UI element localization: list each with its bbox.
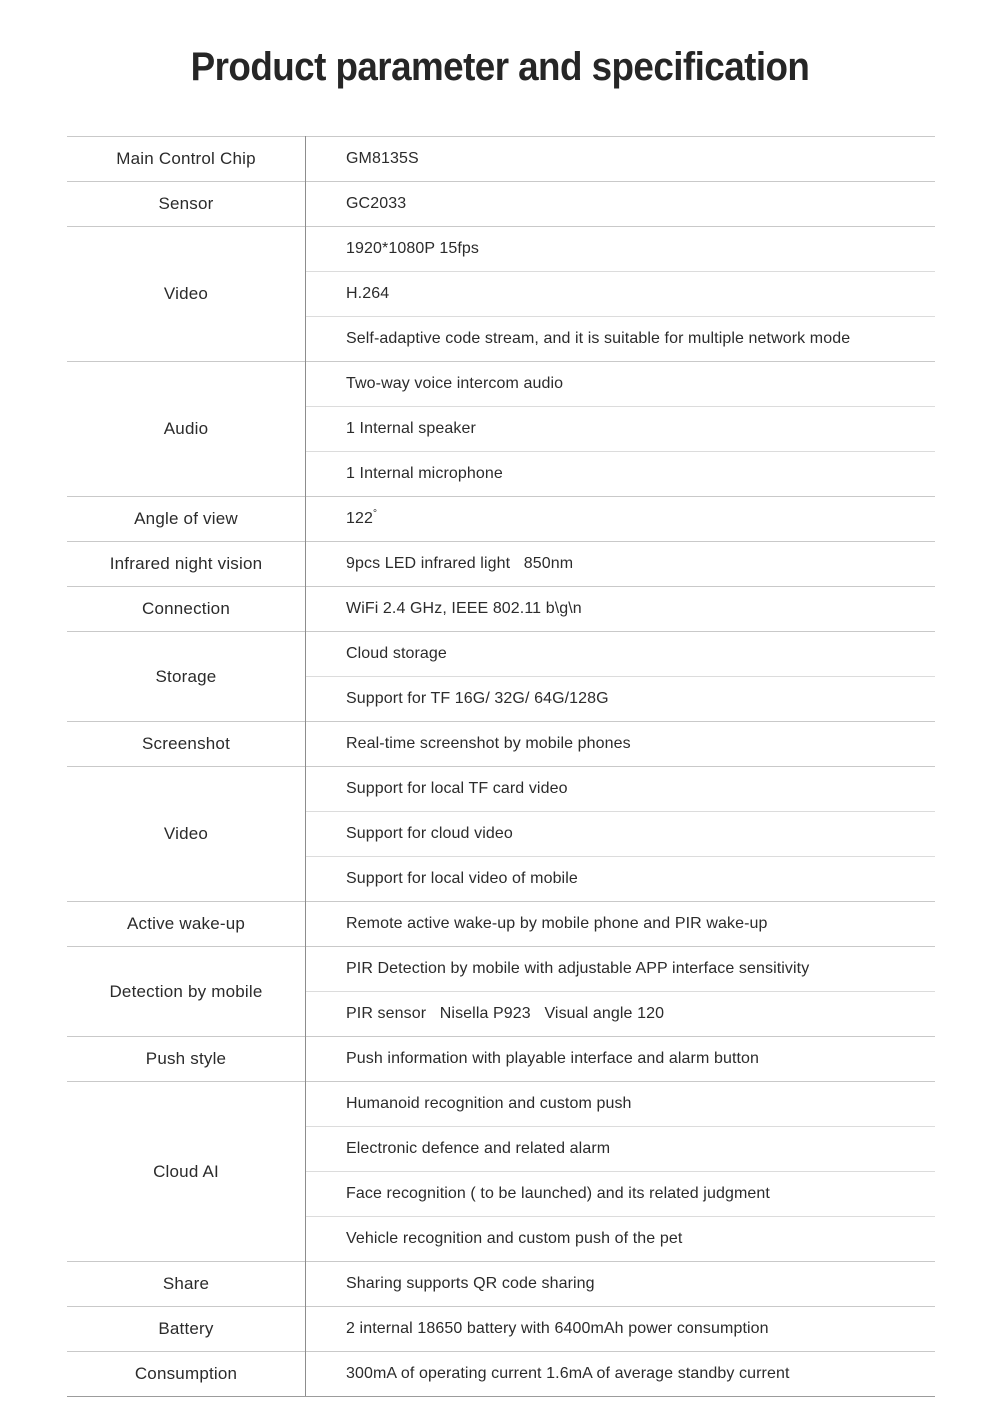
spec-label: Sensor [67, 182, 306, 227]
spec-value-list [306, 497, 935, 541]
spec-value-row [306, 272, 935, 317]
spec-value-row [306, 137, 935, 181]
table-row [67, 542, 935, 587]
spec-value: Support for local TF card video [346, 780, 568, 797]
spec-value: Support for cloud video [306, 812, 935, 857]
table-row [67, 1262, 935, 1307]
spec-value: 2 internal 18650 battery with 6400mAh power consumption [346, 1320, 769, 1337]
spec-value-row [306, 452, 935, 497]
spec-value-list [306, 902, 935, 946]
spec-label: Share [67, 1262, 306, 1307]
table-row [67, 497, 935, 542]
spec-label: Active wake-up [67, 902, 306, 947]
spec-value-row [306, 767, 935, 812]
spec-value: Vehicle recognition and custom push of the pet [306, 1217, 935, 1262]
spec-value: Remote active wake-up by mobile phone and PIR wake-up [346, 915, 768, 932]
spec-value: 1 Internal speaker [306, 407, 935, 452]
spec-value-row [306, 587, 935, 631]
spec-label: Angle of view [67, 497, 306, 542]
spec-value: Humanoid recognition and custom push [346, 1095, 632, 1112]
spec-value-group [306, 362, 936, 497]
table-row [67, 947, 935, 1037]
spec-value-group [306, 1082, 936, 1262]
spec-value-group [306, 1307, 936, 1352]
spec-value-row [306, 1127, 935, 1172]
spec-value-list [306, 722, 935, 766]
table-row [67, 902, 935, 947]
spec-label: Video [67, 767, 306, 902]
spec-value: Sharing supports QR code sharing [346, 1275, 595, 1292]
spec-value-row [306, 722, 935, 766]
spec-value: Self-adaptive code stream, and it is suitable for multiple network mode [306, 317, 935, 362]
spec-value-row [306, 992, 935, 1037]
table-row [67, 362, 935, 497]
spec-label: Connection [67, 587, 306, 632]
spec-value-row [306, 902, 935, 946]
spec-value-row [306, 1352, 935, 1396]
spec-value: Real-time screenshot by mobile phones [346, 735, 631, 752]
table-row [67, 227, 935, 362]
degree-symbol: ° [373, 508, 378, 520]
table-row [67, 587, 935, 632]
table-row [67, 722, 935, 767]
spec-value: PIR Detection by mobile with adjustable APP interface sensitivity [346, 960, 810, 977]
spec-value-group [306, 947, 936, 1037]
table-row [67, 182, 935, 227]
spec-value: Support for local video of mobile [306, 857, 935, 902]
spec-label: Consumption [67, 1352, 306, 1397]
page-title: Product parameter and specification [190, 45, 810, 89]
spec-label: Audio [67, 362, 306, 497]
spec-value-row [306, 497, 935, 541]
spec-value-row [306, 1172, 935, 1217]
spec-value: 1920*1080P 15fps [346, 240, 479, 257]
spec-value: 122° [346, 508, 378, 527]
spec-value-row [306, 632, 935, 677]
spec-value-list [306, 542, 935, 586]
spec-label: Infrared night vision [67, 542, 306, 587]
spec-value-list [306, 767, 935, 901]
spec-value-group [306, 1037, 936, 1082]
spec-label: Battery [67, 1307, 306, 1352]
spec-value: Electronic defence and related alarm [306, 1127, 935, 1172]
specification-table [67, 136, 935, 1397]
spec-value-group [306, 587, 936, 632]
spec-value-row [306, 1082, 935, 1127]
spec-value-row [306, 362, 935, 407]
spec-value-list [306, 587, 935, 631]
spec-value-list [306, 632, 935, 721]
spec-label: Push style [67, 1037, 306, 1082]
spec-value-row [306, 542, 935, 586]
spec-value: 9pcs LED infrared light 850nm [346, 555, 574, 572]
spec-value-list [306, 1307, 935, 1351]
spec-value-list [306, 1082, 935, 1261]
spec-value-row [306, 947, 935, 992]
table-row [67, 1082, 935, 1262]
spec-value: PIR sensor Nisella P923 Visual angle 120 [306, 992, 935, 1037]
spec-value-list [306, 1262, 935, 1306]
table-row [67, 632, 935, 722]
spec-value-list [306, 227, 935, 361]
spec-label: Cloud AI [67, 1082, 306, 1262]
spec-value-group [306, 632, 936, 722]
spec-value-list [306, 1352, 935, 1396]
spec-label: Main Control Chip [67, 137, 306, 182]
spec-value: Two-way voice intercom audio [346, 375, 564, 392]
spec-value-group [306, 767, 936, 902]
spec-label: Screenshot [67, 722, 306, 767]
spec-value: GC2033 [346, 195, 407, 212]
spec-value-row [306, 407, 935, 452]
spec-value: Cloud storage [346, 645, 447, 662]
spec-value-row [306, 1307, 935, 1351]
spec-value-group [306, 137, 936, 182]
table-row [67, 1307, 935, 1352]
spec-value-row [306, 1217, 935, 1262]
spec-value-row [306, 677, 935, 722]
spec-value: GM8135S [346, 150, 419, 167]
spec-value-row [306, 857, 935, 902]
spec-label: Storage [67, 632, 306, 722]
spec-value: 1 Internal microphone [306, 452, 935, 497]
spec-value-row [306, 1037, 935, 1081]
spec-value: WiFi 2.4 GHz, IEEE 802.11 b\g\n [346, 600, 582, 617]
spec-value-group [306, 542, 936, 587]
table-row [67, 1037, 935, 1082]
spec-value-group [306, 182, 936, 227]
spec-value: Support for TF 16G/ 32G/ 64G/128G [306, 677, 935, 722]
spec-value-list [306, 182, 935, 226]
spec-value-group [306, 227, 936, 362]
spec-value: Face recognition ( to be launched) and its related judgment [306, 1172, 935, 1217]
spec-value: 300mA of operating current 1.6mA of average standby current [346, 1365, 790, 1382]
spec-value-row [306, 1262, 935, 1306]
spec-value-group [306, 902, 936, 947]
table-row [67, 137, 935, 182]
spec-value-list [306, 137, 935, 181]
spec-value-row [306, 182, 935, 226]
table-row [67, 767, 935, 902]
spec-value-group [306, 722, 936, 767]
spec-label: Video [67, 227, 306, 362]
specification-table-body [67, 137, 935, 1397]
spec-value-list [306, 947, 935, 1036]
spec-value-row [306, 812, 935, 857]
spec-value-row [306, 227, 935, 272]
spec-value-group [306, 1352, 936, 1397]
spec-value: Push information with playable interface and alarm button [346, 1050, 760, 1067]
spec-value-group [306, 497, 936, 542]
table-row [67, 1352, 935, 1397]
spec-value-list [306, 1037, 935, 1081]
spec-value: H.264 [306, 272, 935, 317]
spec-value-list [306, 362, 935, 496]
spec-value-group [306, 1262, 936, 1307]
spec-label: Detection by mobile [67, 947, 306, 1037]
spec-value-row [306, 317, 935, 362]
